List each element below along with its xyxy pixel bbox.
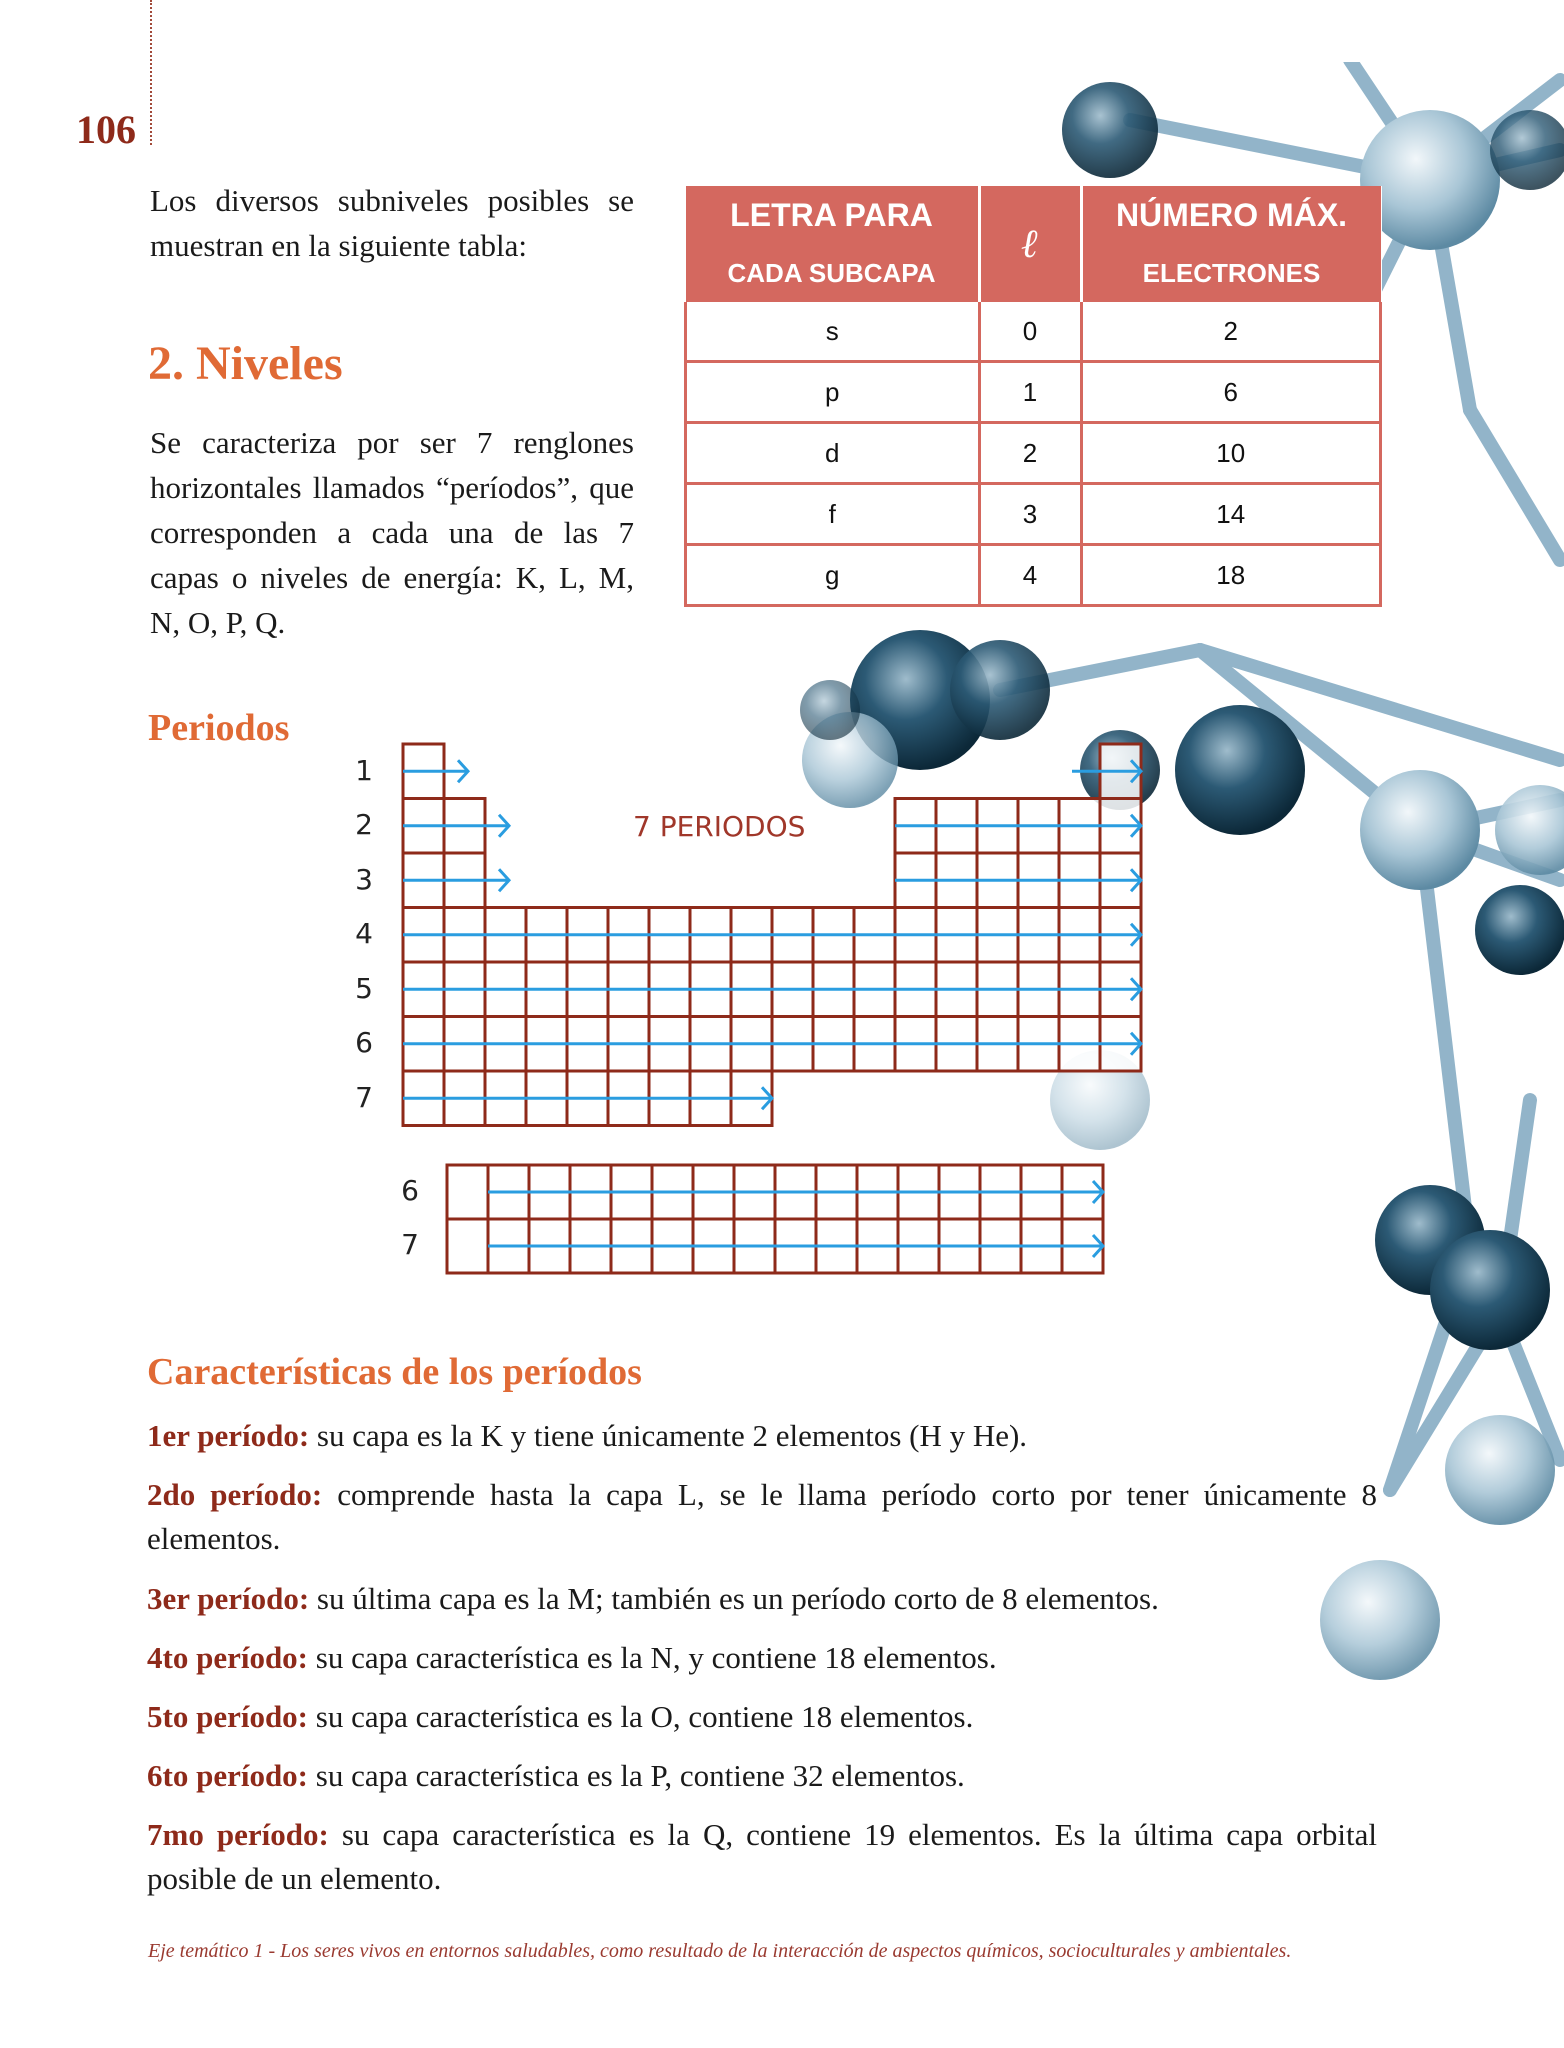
item-text: comprende hasta la capa L, se le llama período corto por tener únicamente 8 elementos. <box>147 1477 1377 1556</box>
cell-l: 1 <box>979 362 1081 423</box>
table-header-row <box>686 186 1381 302</box>
table-row <box>686 423 1381 484</box>
characteristic-item-7 <box>147 1813 1377 1901</box>
characteristic-item-5 <box>147 1695 1377 1739</box>
cell-max: 14 <box>1081 484 1381 545</box>
cell-l: 2 <box>979 423 1081 484</box>
cell-letter: s <box>686 302 980 362</box>
cell-l: 3 <box>979 484 1081 545</box>
header-l <box>979 186 1081 302</box>
cell-l: 0 <box>979 302 1081 362</box>
period-label-4: 4 <box>355 917 373 950</box>
item-text: su capa característica es la Q, contiene 19 elementos. Es la última capa orbital posible de un elemento. <box>147 1817 1377 1896</box>
cell-max: 2 <box>1081 302 1381 362</box>
lower-period-label-6: 6 <box>401 1174 419 1207</box>
item-text: su capa característica es la N, y contiene 18 elementos. <box>308 1640 997 1675</box>
period-label-3: 3 <box>355 863 373 896</box>
item-text: su última capa es la M; también es un período corto de 8 elementos. <box>309 1581 1159 1616</box>
lower-period-label-7: 7 <box>401 1228 419 1261</box>
header-letter <box>686 186 980 302</box>
item-label: 5to período: <box>147 1699 309 1734</box>
cell-letter: g <box>686 545 980 606</box>
intro-paragraph: Los diversos subniveles posibles se muestran en la siguiente tabla: <box>150 183 634 263</box>
period-label-1: 1 <box>355 754 373 787</box>
item-label: 4to período: <box>147 1640 309 1675</box>
table-row <box>686 362 1381 423</box>
periodos-title: Periodos <box>148 707 290 749</box>
header-l-symbol: ℓ <box>1021 220 1039 267</box>
item-text: su capa característica es la O, contiene 18 elementos. <box>308 1699 974 1734</box>
table-row <box>686 302 1381 362</box>
header-max-line2: ELECTRONES <box>1142 258 1321 288</box>
period-label-6: 6 <box>355 1026 373 1059</box>
cell-letter: p <box>686 362 980 423</box>
margin-dotted-line <box>150 0 152 145</box>
characteristics-title: Características de los períodos <box>147 1351 642 1393</box>
table-row <box>686 484 1381 545</box>
period-label-7: 7 <box>355 1081 373 1114</box>
item-label: 2do período: <box>147 1477 323 1512</box>
subshell-table <box>684 186 1382 607</box>
table-row <box>686 545 1381 606</box>
characteristic-item-4 <box>147 1636 1377 1680</box>
header-max-electrons <box>1081 186 1381 302</box>
page-number: 106 <box>76 107 136 152</box>
section-paragraph: Se caracteriza por ser 7 renglones horizontales llamados “períodos”, que corresponden a cada una de las 7 capas o niveles de energía: K, L, M, N, O, P, Q. <box>150 425 634 640</box>
cell-letter: f <box>686 484 980 545</box>
section-title: 2. Niveles <box>148 337 343 390</box>
cell-max: 6 <box>1081 362 1381 423</box>
item-text: su capa característica es la P, contiene 32 elementos. <box>308 1758 965 1793</box>
cell-max: 18 <box>1081 545 1381 606</box>
seven-periods-label: 7 PERIODOS <box>633 810 806 843</box>
item-label: 6to período: <box>147 1758 309 1793</box>
cell-letter: d <box>686 423 980 484</box>
item-label: 1er período: <box>147 1418 310 1453</box>
header-letter-line2: CADA SUBCAPA <box>727 258 936 288</box>
item-label: 7mo período: <box>147 1817 329 1852</box>
item-text: su capa es la K y tiene únicamente 2 elementos (H y He). <box>309 1418 1028 1453</box>
header-letter-line1: LETRA PARA <box>730 197 933 233</box>
header-max-line1: NÚMERO MÁX. <box>1115 197 1348 233</box>
period-label-5: 5 <box>355 972 373 1005</box>
period-label-2: 2 <box>355 808 373 841</box>
cell-l: 4 <box>979 545 1081 606</box>
characteristic-item-2 <box>147 1473 1377 1561</box>
footer-theme-text: Eje temático 1 - Los seres vivos en entornos saludables, como resultado de la interacción de aspectos químicos, socioculturales y ambientales. <box>148 1940 1292 1962</box>
characteristic-item-3 <box>147 1577 1377 1621</box>
item-label: 3er período: <box>147 1581 310 1616</box>
characteristic-item-6 <box>147 1754 1377 1798</box>
characteristic-item-1 <box>147 1414 1377 1458</box>
cell-max: 10 <box>1081 423 1381 484</box>
